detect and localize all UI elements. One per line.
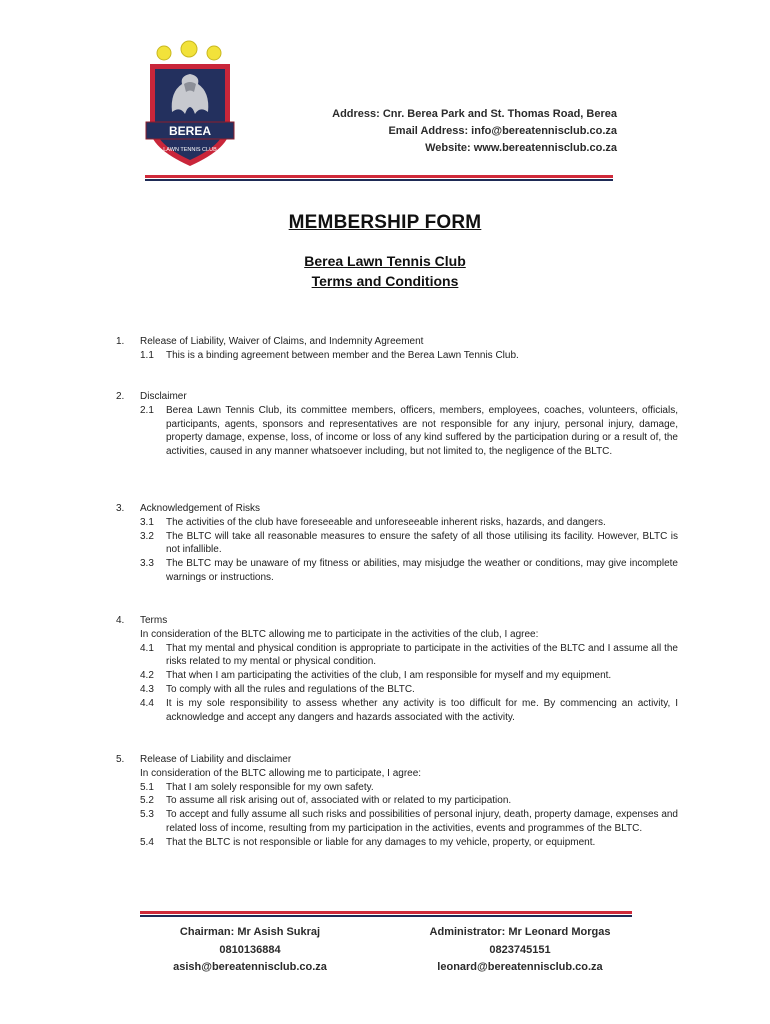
section-4: [116, 614, 678, 724]
address-line: Address: Cnr. Berea Park and St. Thomas Road, Berea: [332, 108, 617, 120]
section-1: [116, 335, 678, 363]
administrator-title: Administrator: Mr Leonard Morgas: [429, 926, 611, 938]
clause: 5.3 To accept and fully assume all such risks and possibilities of personal injury, death, property damage, expenses and related loss of income, resulting from my participation in the activities, events and programmes of the BLTC.: [140, 809, 678, 834]
footer-administrator: [415, 924, 625, 977]
section-heading: Terms: [140, 615, 168, 626]
section-number: 4.: [116, 615, 125, 626]
website-line: Website: www.bereatennisclub.co.za: [425, 142, 617, 154]
clause: 5.4 That the BLTC is not responsible or liable for any damages to my vehicle, property, or equipment.: [140, 836, 596, 848]
section-heading: Acknowledgement of Risks: [140, 503, 261, 514]
clause: 5.1 That I am solely responsible for my own safety.: [140, 781, 374, 793]
section-5: [116, 753, 678, 850]
administrator-email: leonard@bereatennisclub.co.za: [437, 961, 603, 973]
section-heading: Disclaimer: [140, 391, 187, 402]
clause: 3.2 The BLTC will take all reasonable measures to ensure the safety of all those utilising its facility. However, BLTC is not infallible.: [140, 530, 678, 556]
header-contact: [332, 106, 617, 157]
footer-divider: [140, 911, 632, 917]
clause: 1.1 This is a binding agreement between member and the Berea Lawn Tennis Club.: [140, 349, 519, 361]
footer-chairman: [160, 924, 340, 977]
email-line: Email Address: info@bereatennisclub.co.za: [388, 125, 617, 137]
section-number: 3.: [116, 503, 125, 514]
club-name-heading: Berea Lawn Tennis Club: [304, 253, 466, 269]
svg-text:BEREA: BEREA: [168, 124, 212, 138]
section-3: [116, 502, 678, 585]
administrator-phone: 0823745151: [489, 943, 551, 956]
header-divider: [145, 175, 613, 181]
section-intro: In consideration of the BLTC allowing me to participate in the activities of the club, I agree:: [140, 628, 539, 640]
clause: 3.3 The BLTC may be unaware of my fitness or abilities, may misjudge the weather or conditions, may give incomplete warnings or instructions.: [140, 558, 678, 583]
page-title: MEMBERSHIP FORM: [288, 212, 482, 233]
club-crest-icon: [140, 40, 240, 170]
club-logo: [140, 40, 240, 170]
section-heading: Release of Liability and disclaimer: [140, 754, 292, 765]
clause: 5.2 To assume all risk arising out of, associated with or related to my participation.: [140, 795, 512, 807]
section-number: 2.: [116, 391, 125, 402]
terms-heading: Terms and Conditions: [311, 273, 459, 289]
clause: 4.1 That my mental and physical condition is appropriate to participate in the activities of the BLTC and I assume all the risks related to my mental or physical condition.: [140, 642, 678, 668]
chairman-email: asish@bereatennisclub.co.za: [173, 961, 327, 973]
section-2: [116, 390, 678, 459]
clause: 4.3 To comply with all the rules and regulations of the BLTC.: [140, 683, 415, 695]
section-number: 5.: [116, 754, 125, 765]
clause: 3.1 The activities of the club have foreseeable and unforeseeable inherent risks, hazards, and dangers.: [140, 516, 606, 528]
clause: 4.2 That when I am participating the activities of the club, I am responsible for myself and my equipment.: [140, 670, 612, 682]
clause: 2.1 Berea Lawn Tennis Club, its committee members, officers, members, employees, coaches, volunteers, officials, participants, agents, sponsors and representatives are not responsible for any injury, personal injury, damage, property damage, expense, loss, of income or loss of any kind suffered by the participation during or a result of, the activities, caused in any manner whatsoever including, but not limited to, the negligence of the BLTC.: [140, 404, 678, 458]
chairman-phone: 0810136884: [219, 943, 281, 956]
section-intro: In consideration of the BLTC allowing me to participate, I agree:: [140, 767, 422, 779]
clause: 4.4 It is my sole responsibility to assess whether any activity is too difficult for me. By commencing an activity, I acknowledge and accept any dangers and hazards associated with the activity.: [140, 697, 678, 723]
svg-text:LAWN TENNIS CLUB: LAWN TENNIS CLUB: [163, 147, 217, 153]
section-heading: Release of Liability, Waiver of Claims, and Indemnity Agreement: [140, 336, 424, 347]
section-number: 1.: [116, 336, 125, 347]
chairman-title: Chairman: Mr Asish Sukraj: [179, 926, 321, 938]
